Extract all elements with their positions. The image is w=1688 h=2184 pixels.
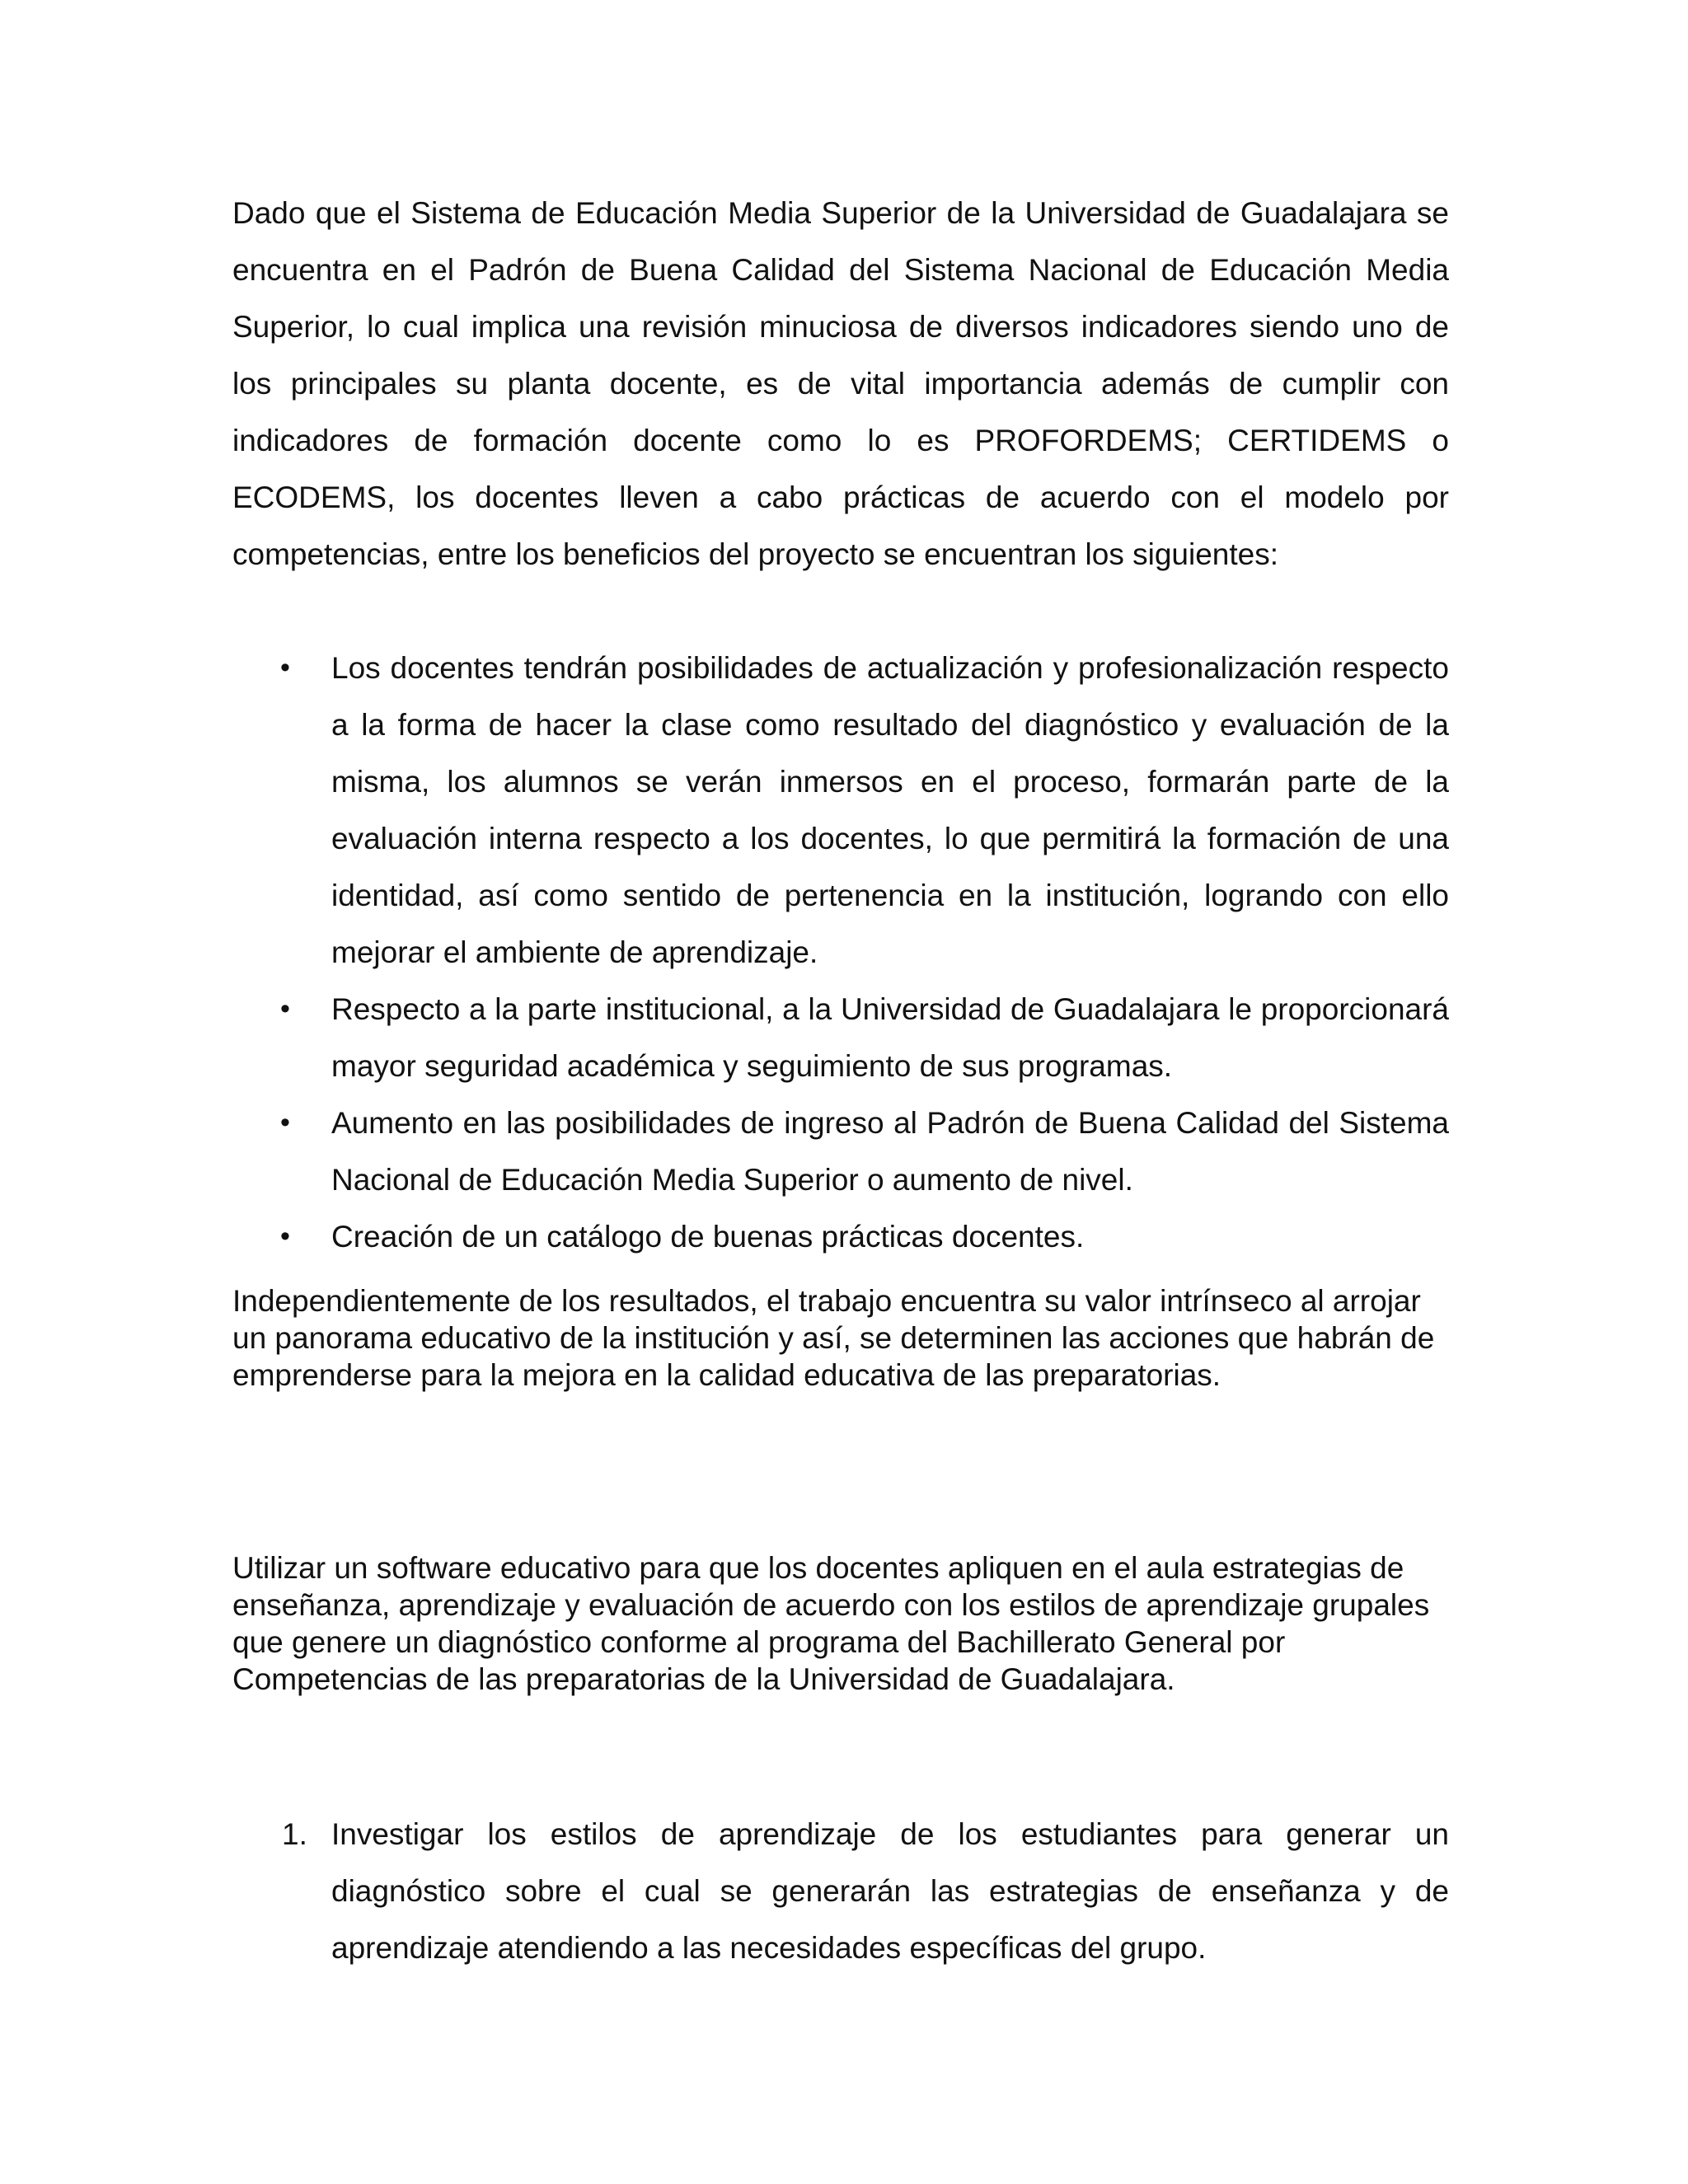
list-number: 1. [282, 1817, 307, 1851]
list-item [232, 1094, 1449, 1208]
bullet-icon: • [280, 993, 290, 1024]
list-item-text: Creación de un catálogo de buenas prácticas docentes. [331, 1220, 1085, 1254]
conclusion-paragraph: Independientemente de los resultados, el trabajo encuentra su valor intrínseco al arrojar un panorama educativo de la institución y así, se determinen las acciones que habrán de emprenderse para la mejora en la calidad educativa de las preparatorias. [232, 1284, 1435, 1392]
list-item-text: Investigar los estilos de aprendizaje de los estudiantes para generar un diagnóstico sobre el cual se generarán las estrategias de enseñanza y de aprendizaje atendiendo a las necesidades específicas del grupo. [331, 1817, 1449, 1965]
list-item [232, 981, 1449, 1094]
specific-objectives-list [232, 1806, 1449, 1976]
list-item [232, 1806, 1449, 1976]
intro-paragraph: Dado que el Sistema de Educación Media Superior de la Universidad de Guadalajara se encuentra en el Padrón de Buena Calidad del Sistema Nacional de Educación Media Superior, lo cual implica una revisión minuciosa de diversos indicadores siendo uno de los principales su planta docente, es de vital importancia además de cumplir con indicadores de formación docente como lo es PROFORDEMS; CERTIDEMS o ECODEMS, los docentes lleven a cabo prácticas de acuerdo con el modelo por competencias, entre los beneficios del proyecto se encuentran los siguientes: [232, 196, 1449, 571]
list-item [232, 640, 1449, 981]
list-item-text: Respecto a la parte institucional, a la Universidad de Guadalajara le proporcionará mayor seguridad académica y seguimiento de sus programas. [331, 992, 1449, 1083]
list-item-text: Aumento en las posibilidades de ingreso al Padrón de Buena Calidad del Sistema Nacional de Educación Media Superior o aumento de nivel. [331, 1106, 1449, 1197]
bullet-icon: • [280, 652, 290, 683]
bullet-icon: • [280, 1221, 290, 1252]
benefits-list [232, 640, 1449, 1265]
list-item [232, 1208, 1449, 1265]
bullet-icon: • [280, 1107, 290, 1138]
list-item-text: Los docentes tendrán posibilidades de actualización y profesionalización respecto a la forma de hacer la clase como resultado del diagnóstico y evaluación de la misma, los alumnos se verán inmersos en el proceso, formarán parte de la evaluación interna respecto a los docentes, lo que permitirá la formación de una identidad, así como sentido de pertenencia en la institución, logrando con ello mejorar el ambiente de aprendizaje. [331, 651, 1449, 969]
general-objective-paragraph: Utilizar un software educativo para que los docentes apliquen en el aula estrategias de enseñanza, aprendizaje y evaluación de acuerdo con los estilos de aprendizaje grupales que genere un diagnóstico conforme al programa del Bachillerato General por Competencias de las preparatorias de la Universidad de Guadalajara. [232, 1551, 1430, 1696]
